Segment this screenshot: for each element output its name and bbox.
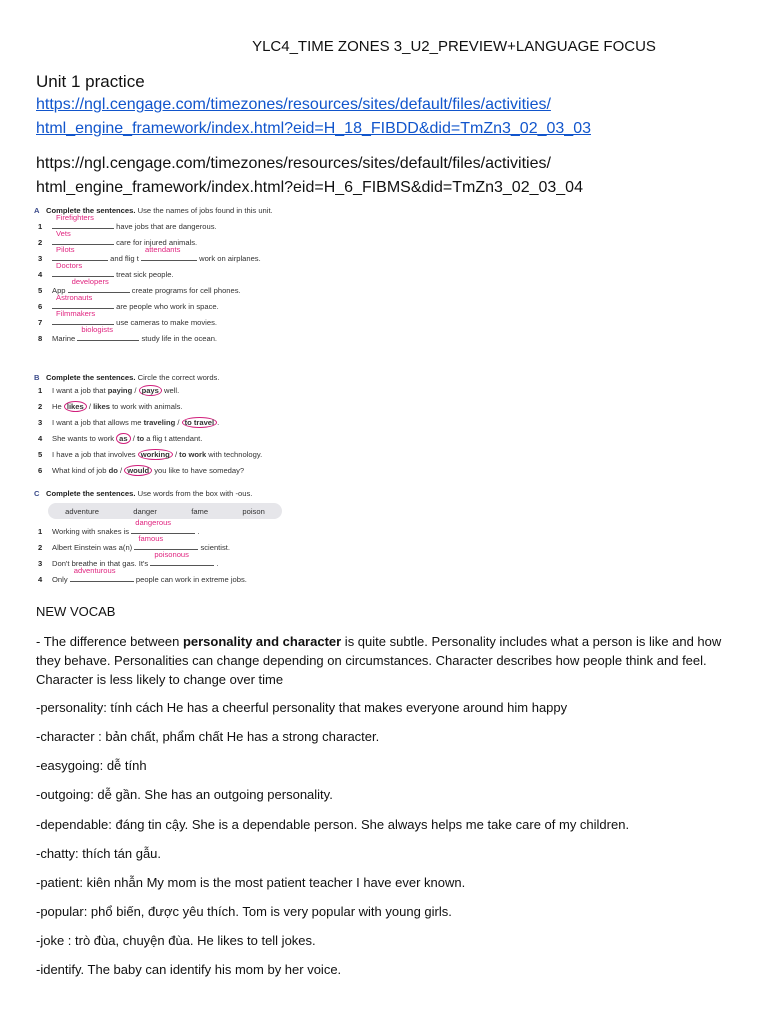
option-1: likes xyxy=(64,401,87,412)
option-2: to work xyxy=(179,450,207,459)
option-2: would xyxy=(124,465,152,476)
activity-link-2-line2: html_engine_framework/index.html?eid=H_6_FIBMS&did=TmZn3_02_03_04 xyxy=(36,179,583,196)
word-box-item: fame xyxy=(191,506,209,516)
item-number: 2 xyxy=(38,238,43,247)
item-text: I want a job that allows me xyxy=(52,418,144,427)
item-number: 3 xyxy=(38,254,43,263)
option-2: to xyxy=(136,434,145,443)
word-box-item: adventure xyxy=(65,506,99,516)
exercise-b-row xyxy=(34,431,288,447)
item-number: 4 xyxy=(38,270,43,279)
item-text-before: App xyxy=(52,286,66,295)
answer-blank xyxy=(141,245,197,261)
handwritten-answer: Firefighters xyxy=(56,213,94,222)
exercise-b-row xyxy=(34,383,288,399)
handwritten-answer: developers xyxy=(71,277,109,286)
answer-blank xyxy=(150,550,214,566)
vocab-entry: -dependable: đáng tin cậy. She is a dependable person. She always helps me take care of my children. xyxy=(36,817,630,832)
option-separator: / xyxy=(175,418,182,427)
item-text-after: have jobs that are dangerous. xyxy=(116,222,217,231)
section-b-header xyxy=(34,373,288,383)
handwritten-answer: famous xyxy=(138,534,164,543)
item-text-before: Working with snakes is xyxy=(52,527,130,536)
option-2: pays xyxy=(139,385,162,396)
exercise-c-row xyxy=(34,566,288,587)
item-text-end: to work with animals. xyxy=(109,402,183,411)
vocab-entry: -easygoing: dễ tính xyxy=(36,758,147,773)
section-c-header xyxy=(34,489,288,499)
exercise-b-row xyxy=(34,447,288,463)
item-number: 3 xyxy=(38,418,43,427)
item-number: 1 xyxy=(38,527,43,536)
item-text-after: are people who work in space. xyxy=(116,302,219,311)
item-number: 4 xyxy=(38,434,43,443)
item-text-after: care for injured animals. xyxy=(116,238,198,247)
exercise-b-row xyxy=(34,463,288,479)
item-text-after: study life in the ocean. xyxy=(141,334,218,343)
item-number: 5 xyxy=(38,286,43,295)
exercise-a-row xyxy=(34,213,288,234)
vocab-heading: NEW VOCAB xyxy=(36,604,116,619)
section-b-letter: B xyxy=(34,373,40,382)
item-number: 1 xyxy=(38,222,43,231)
section-b-instruction: Circle the correct words. xyxy=(137,373,220,382)
item-text-after: scientist. xyxy=(200,543,230,552)
item-text-before: Don't breathe in that gas. It's xyxy=(52,559,149,568)
section-b xyxy=(34,373,288,479)
item-text-end: a flig t attendant. xyxy=(144,434,203,443)
item-text-after: . xyxy=(216,559,219,568)
vocab-entry: -joke : trò đùa, chuyện đùa. He likes to tell jokes. xyxy=(36,933,316,948)
item-number: 2 xyxy=(38,543,43,552)
item-text-before: Only xyxy=(52,575,68,584)
exercise-a-row xyxy=(34,325,288,346)
word-box-item: danger xyxy=(133,506,157,516)
item-text-before: Albert Einstein was a(n) xyxy=(52,543,133,552)
option-2: to travel xyxy=(182,417,218,428)
vocab-entry: -personality: tính cách He has a cheerful personality that makes everyone around him happy xyxy=(36,700,568,715)
answer-blank xyxy=(77,325,139,341)
handwritten-answer: adventurous xyxy=(73,566,116,575)
vocab-intro xyxy=(36,632,736,689)
item-text-after: use cameras to make movies. xyxy=(116,318,217,327)
document-title: YLC4_TIME ZONES 3_U2_PREVIEW+LANGUAGE FOCUS xyxy=(252,38,656,55)
handwritten-answer: Vets xyxy=(56,229,71,238)
item-text: He xyxy=(52,402,64,411)
item-text-after: . xyxy=(197,527,200,536)
item-text-after: people can work in extreme jobs. xyxy=(135,575,247,584)
item-number: 4 xyxy=(38,575,43,584)
section-c-letter: C xyxy=(34,489,40,498)
handwritten-answer: Doctors xyxy=(56,261,83,270)
item-text-end: with technology. xyxy=(206,450,263,459)
exercise-b-row xyxy=(34,399,288,415)
item-text-after: create programs for cell phones. xyxy=(131,286,241,295)
option-separator: / xyxy=(130,434,137,443)
vocab-intro-rest: is quite subtle. Personality includes what a person is like and how they behave. Personalities can change depending on circumstances. Character describes how people think and feel. Character is less likely to change over time xyxy=(36,634,722,687)
exercise-c-row xyxy=(34,550,288,571)
unit-heading: Unit 1 practice xyxy=(36,72,145,91)
exercise-b-row xyxy=(34,415,288,431)
vocab-entry: -patient: kiên nhẫn My mom is the most patient teacher I have ever known. xyxy=(36,875,466,890)
section-a-instruction: Use the names of jobs found in this unit. xyxy=(137,206,273,215)
exercise-a-row xyxy=(34,309,288,330)
activity-link-1-line2[interactable]: html_engine_framework/index.html?eid=H_18_FIBDD&did=TmZn3_02_03_03 xyxy=(36,120,591,137)
exercise-image xyxy=(34,206,288,596)
activity-link-2-line1: https://ngl.cengage.com/timezones/resources/sites/default/files/activities/ xyxy=(36,155,551,172)
item-text: I have a job that involves xyxy=(52,450,138,459)
handwritten-answer: poisonous xyxy=(154,550,189,559)
option-1: traveling xyxy=(143,418,176,427)
item-text-end: . xyxy=(217,418,220,427)
section-c-instruction-bold: Complete the sentences. xyxy=(46,489,136,498)
item-text: What kind of job xyxy=(52,466,109,475)
section-c-instruction: Use words from the box with -ous. xyxy=(137,489,253,498)
item-text-end: well. xyxy=(161,386,180,395)
item-number: 3 xyxy=(38,559,43,568)
item-number: 2 xyxy=(38,402,43,411)
handwritten-answer: Filmmakers xyxy=(56,309,96,318)
item-number: 7 xyxy=(38,318,43,327)
item-number: 1 xyxy=(38,386,43,395)
option-1: paying xyxy=(107,386,133,395)
item-text-after: treat sick people. xyxy=(116,270,174,279)
item-text-after: work on airplanes. xyxy=(199,254,261,263)
item-number: 8 xyxy=(38,334,43,343)
item-number: 6 xyxy=(38,302,43,311)
handwritten-answer: Pilots xyxy=(56,245,75,254)
option-separator: / xyxy=(132,386,139,395)
vocab-entry: -identify. The baby can identify his mom by her voice. xyxy=(36,962,342,977)
option-1: do xyxy=(108,466,118,475)
section-a-instruction-bold: Complete the sentences. xyxy=(46,206,136,215)
vocab-entry: -character : bản chất, phẩm chất He has a strong character. xyxy=(36,729,380,744)
item-number: 5 xyxy=(38,450,43,459)
vocab-intro-start: - The difference between xyxy=(36,634,183,649)
handwritten-answer: attendants xyxy=(144,245,181,254)
vocab-entry: -popular: phổ biến, được yêu thích. Tom is very popular with young girls. xyxy=(36,904,452,919)
vocab-entry: -outgoing: dễ gần. She has an outgoing personality. xyxy=(36,787,333,802)
option-1: as xyxy=(116,433,130,444)
item-text-before: Marine xyxy=(52,334,76,343)
section-c xyxy=(34,489,288,587)
section-a-letter: A xyxy=(34,206,40,215)
item-text: She wants to work xyxy=(52,434,117,443)
option-separator: / xyxy=(172,450,180,459)
option-1: working xyxy=(138,449,173,460)
item-text: I want a job that xyxy=(52,386,108,395)
item-number: 6 xyxy=(38,466,43,475)
option-2: likes xyxy=(93,402,110,411)
option-separator: / xyxy=(117,466,125,475)
item-text-after: and flig t xyxy=(110,254,139,263)
word-box-item: poison xyxy=(242,506,265,516)
section-a xyxy=(34,206,288,346)
vocab-intro-bold: personality and character xyxy=(182,634,342,649)
item-text-end: you like to have someday? xyxy=(152,466,245,475)
answer-blank xyxy=(70,566,134,582)
handwritten-answer: biologists xyxy=(81,325,114,334)
activity-link-1-line1[interactable]: https://ngl.cengage.com/timezones/resources/sites/default/files/activities/ xyxy=(36,96,551,113)
handwritten-answer: Astronauts xyxy=(56,293,93,302)
section-b-instruction-bold: Complete the sentences. xyxy=(46,373,136,382)
vocab-entry: -chatty: thích tán gẫu. xyxy=(36,846,162,861)
handwritten-answer: dangerous xyxy=(135,518,172,527)
option-separator: / xyxy=(86,402,94,411)
